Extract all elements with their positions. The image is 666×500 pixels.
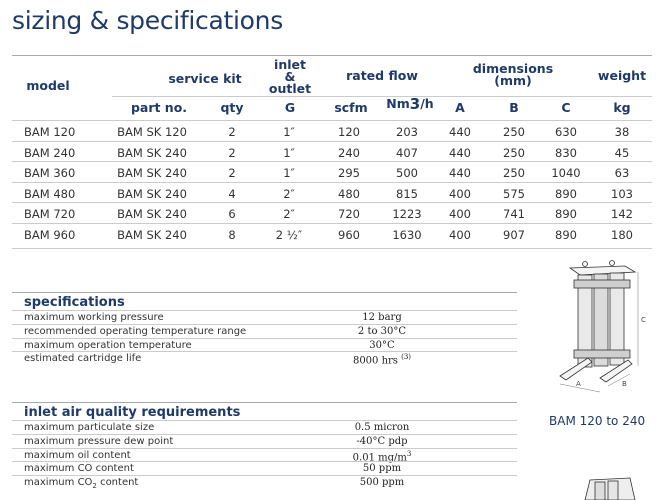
cell-weight: 38	[614, 125, 630, 139]
specs-top-rule	[12, 292, 517, 293]
cell-part-no: BAM SK 240	[117, 145, 187, 160]
header-inlet-line3: outlet	[268, 81, 312, 96]
subheader-rule	[112, 96, 652, 97]
row-label: estimated cartridge life	[24, 353, 142, 365]
cell-dim-b: 250	[503, 145, 525, 160]
cell-nm3h: 203	[396, 125, 418, 139]
cell-qty: 2	[228, 145, 236, 160]
table-row	[12, 223, 652, 244]
table-row	[12, 120, 652, 141]
cell-dim-b: 907	[503, 227, 525, 242]
header-dimensions	[468, 63, 558, 87]
row-label: maximum particulate size	[24, 422, 155, 433]
cell-dim-c: 890	[555, 186, 577, 201]
cell-g: 2 ½″	[275, 227, 303, 242]
product-diagram-partial	[580, 470, 640, 500]
subheader-a: A	[455, 100, 465, 115]
air-quality-row	[12, 461, 517, 476]
cell-qty: 2	[228, 125, 236, 139]
specifications-title: specifications	[24, 295, 125, 310]
cell-dim-b: 250	[503, 166, 525, 180]
cell-dim-c: 890	[555, 207, 577, 221]
cell-g: 2″	[283, 207, 295, 221]
dimension-c-label: C	[641, 316, 646, 324]
subheader-kg: kg	[613, 100, 631, 115]
product-diagram	[530, 258, 660, 398]
cell-scfm: 960	[338, 227, 360, 242]
row-value	[312, 353, 452, 366]
specifications-row	[12, 338, 517, 353]
row-label: maximum oil content	[24, 449, 131, 461]
table-bottom-rule	[12, 248, 652, 249]
row-value-text: 2 to 30°C	[357, 325, 407, 337]
header-weight: weight	[597, 68, 647, 83]
dimension-b-label: B	[622, 380, 627, 388]
row-value	[312, 326, 452, 337]
row-label-suffix: content	[96, 477, 139, 489]
row-value-text: 500 ppm	[359, 477, 405, 489]
row-value-text: 0.01 mg/m	[352, 451, 407, 463]
cell-part-no: BAM SK 240	[117, 166, 187, 180]
row-value	[312, 477, 452, 488]
row-value-text: 30°C	[369, 339, 395, 351]
row-label: recommended operating temperature range	[24, 325, 247, 337]
cell-part-no: BAM SK 240	[117, 227, 187, 242]
row-value	[312, 463, 452, 474]
row-value-text: 0.5 micron	[354, 422, 410, 433]
cell-weight: 180	[611, 227, 633, 242]
subheader-nm3h	[380, 95, 440, 113]
air-quality-row	[12, 448, 517, 463]
cell-model: BAM 960	[24, 227, 76, 242]
row-value	[312, 340, 452, 351]
cell-model: BAM 240	[24, 145, 76, 160]
cell-model: BAM 360	[24, 166, 76, 180]
row-label	[24, 477, 138, 490]
cell-nm3h: 500	[396, 166, 418, 180]
row-label-sub: 2	[92, 482, 97, 491]
air-quality-row	[12, 475, 517, 490]
row-value-text: -40°C pdp	[356, 435, 408, 447]
subheader-part-no: part no.	[130, 100, 188, 115]
table-row	[12, 141, 652, 162]
cell-dim-c: 1040	[551, 166, 581, 180]
subheader-b: B	[509, 100, 519, 115]
subheader-nm3h-sup: 3	[409, 95, 421, 113]
cell-qty: 2	[228, 166, 236, 180]
subheader-c: C	[561, 100, 571, 115]
header-inlet-line1: inlet	[274, 57, 306, 72]
specifications-row	[12, 351, 517, 366]
cell-g: 1″	[283, 125, 295, 139]
header-dimensions-line2: (mm)	[494, 73, 532, 88]
row-label: maximum operation temperature	[24, 339, 192, 351]
cell-nm3h: 407	[396, 145, 418, 160]
table-row	[12, 202, 652, 223]
figure-caption: BAM 120 to 240	[549, 414, 646, 428]
cell-scfm: 480	[338, 186, 360, 201]
cell-g: 1″	[283, 166, 295, 180]
cell-dim-a: 400	[449, 186, 471, 201]
cell-weight: 103	[611, 186, 633, 201]
cell-weight: 63	[614, 166, 630, 180]
row-label: maximum pressure dew point	[24, 435, 174, 447]
cell-dim-a: 440	[449, 125, 471, 139]
cell-dim-b: 575	[503, 186, 525, 201]
cell-part-no: BAM SK 240	[117, 186, 187, 201]
cell-nm3h: 1630	[392, 227, 422, 242]
row-value-sup: 3	[406, 449, 412, 458]
cell-qty: 8	[228, 227, 236, 242]
air-quality-top-rule	[12, 402, 517, 403]
header-inlet-line2: &	[284, 69, 296, 84]
subheader-nm3h-suffix: /h	[420, 96, 434, 111]
subheader-g: G	[284, 100, 296, 115]
table-row	[12, 182, 652, 203]
air-quality-row	[12, 434, 517, 449]
subheader-qty: qty	[220, 100, 244, 115]
cell-dim-b: 741	[503, 207, 525, 221]
cell-weight: 45	[614, 145, 630, 160]
cell-dim-b: 250	[503, 125, 525, 139]
cell-qty: 6	[228, 207, 236, 221]
table-top-rule	[12, 55, 652, 56]
row-value-text: 12 barg	[362, 312, 402, 323]
cell-scfm: 295	[338, 166, 360, 180]
row-value	[312, 422, 452, 433]
cell-part-no: BAM SK 120	[117, 125, 187, 139]
cell-dim-a: 440	[449, 166, 471, 180]
row-label-prefix: maximum CO	[24, 477, 93, 489]
table-row	[12, 161, 652, 182]
cell-weight: 142	[611, 207, 633, 221]
header-model: model	[26, 78, 70, 93]
specifications-row	[12, 310, 517, 325]
air-quality-row	[12, 420, 517, 435]
cell-dim-a: 440	[449, 145, 471, 160]
air-quality-title: inlet air quality requirements	[24, 405, 241, 420]
cell-g: 2″	[283, 186, 295, 201]
cell-dim-c: 830	[555, 145, 577, 160]
row-label: maximum working pressure	[24, 312, 164, 323]
header-dimensions-line1: dimensions	[472, 61, 554, 76]
cell-model: BAM 720	[24, 207, 76, 221]
page-title: sizing & specifications	[12, 6, 283, 35]
dimension-a-label: A	[576, 380, 581, 388]
header-rated-flow: rated flow	[346, 68, 418, 83]
cell-qty: 4	[228, 186, 236, 201]
row-value-text: 8000 hrs	[352, 355, 398, 367]
subheader-scfm: scfm	[334, 100, 368, 115]
header-inlet-outlet	[260, 59, 320, 95]
cell-g: 1″	[283, 145, 295, 160]
header-service-kit: service kit	[168, 71, 242, 86]
row-value-note: (3)	[401, 353, 412, 362]
cell-scfm: 720	[338, 207, 360, 221]
cell-dim-a: 400	[449, 227, 471, 242]
cell-nm3h: 815	[396, 186, 418, 201]
subheader-nm3h-prefix: Nm	[386, 96, 410, 111]
cell-dim-a: 400	[449, 207, 471, 221]
cell-scfm: 240	[338, 145, 360, 160]
cell-model: BAM 480	[24, 186, 76, 201]
row-value	[312, 436, 452, 447]
cell-part-no: BAM SK 240	[117, 207, 187, 221]
specifications-row	[12, 324, 517, 339]
cell-dim-c: 630	[555, 125, 577, 139]
row-label: maximum CO content	[24, 463, 134, 475]
cell-dim-c: 890	[555, 227, 577, 242]
cell-nm3h: 1223	[392, 207, 422, 221]
cell-model: BAM 120	[24, 125, 76, 139]
cell-scfm: 120	[338, 125, 360, 139]
row-value-text: 50 ppm	[362, 463, 402, 475]
row-value	[312, 312, 452, 323]
